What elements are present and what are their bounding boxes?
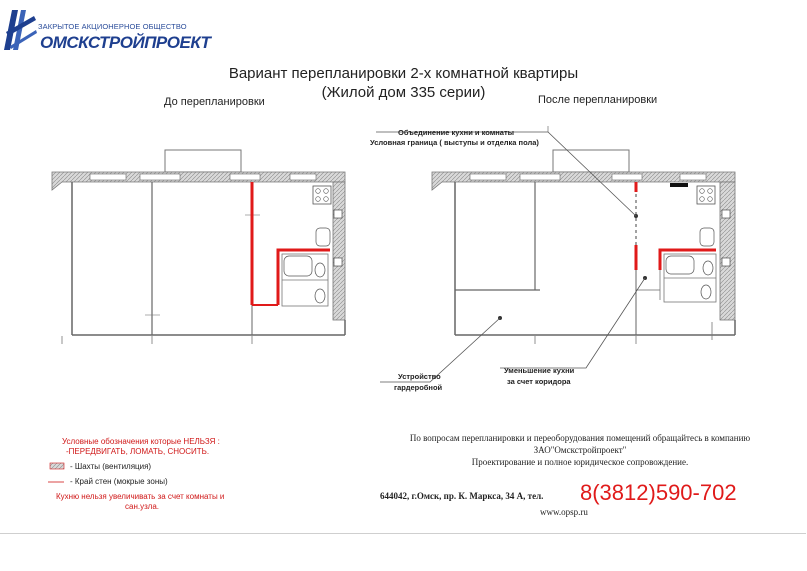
callout-kitchen-line2: за счет коридора <box>507 377 571 386</box>
callout-kitchen-line1: Уменьшение кухни <box>504 366 575 375</box>
company-type: ЗАКРЫТОЕ АКЦИОНЕРНОЕ ОБЩЕСТВО <box>38 22 187 31</box>
legend-shafts: - Шахты (вентиляция) <box>70 462 152 471</box>
callout-merge-line2: Условная граница ( выступы и отделка пола) <box>370 138 539 147</box>
legend-note-line2: сан.узла. <box>125 502 160 511</box>
plan-before <box>52 150 345 344</box>
legend-wet-zones: - Край стен (мокрые зоны) <box>70 477 168 486</box>
plan-after <box>432 150 735 344</box>
page-title: Вариант перепланировки 2-х комнатной квартиры <box>228 65 579 82</box>
legend-note-line1: Кухню нельзя увеличивать за счет комнаты и <box>56 492 225 501</box>
contact-address: 644042, г.Омск, пр. К. Маркса, 34 А, тел. <box>380 491 544 501</box>
contact-line1: По вопросам перепланировки и переоборудования помещений обращайтесь в компанию <box>409 433 751 443</box>
legend-heading-line1: Условные обозначения которые НЕЛЬЗЯ : <box>62 437 220 446</box>
legend-heading-line2: -ПЕРЕДВИГАТЬ, ЛОМАТЬ, СНОСИТЬ. <box>66 447 210 456</box>
company-name: ОМСКСТРОЙПРОЕКТ <box>40 33 211 52</box>
callout-wardrobe-line2: гардеробной <box>394 383 443 392</box>
contact-website[interactable]: www.opsp.ru <box>540 507 588 517</box>
callout-wardrobe-line1: Устройство <box>398 372 441 381</box>
before-plan-label: До перепланировки <box>164 96 265 108</box>
contact-line3: Проектирование и полное юридическое сопровождение. <box>471 457 689 467</box>
contact-line2: ЗАО"Омскстройпроект" <box>533 445 627 455</box>
after-plan-label: После перепланировки <box>538 94 658 106</box>
shaft-legend-icon <box>50 463 64 469</box>
contact-phone: 8(3812)590-702 <box>580 480 737 505</box>
page-subtitle: (Жилой дом 335 серии) <box>321 84 486 101</box>
callout-merge-line1: Объединение кухни и комнаты <box>398 128 515 137</box>
